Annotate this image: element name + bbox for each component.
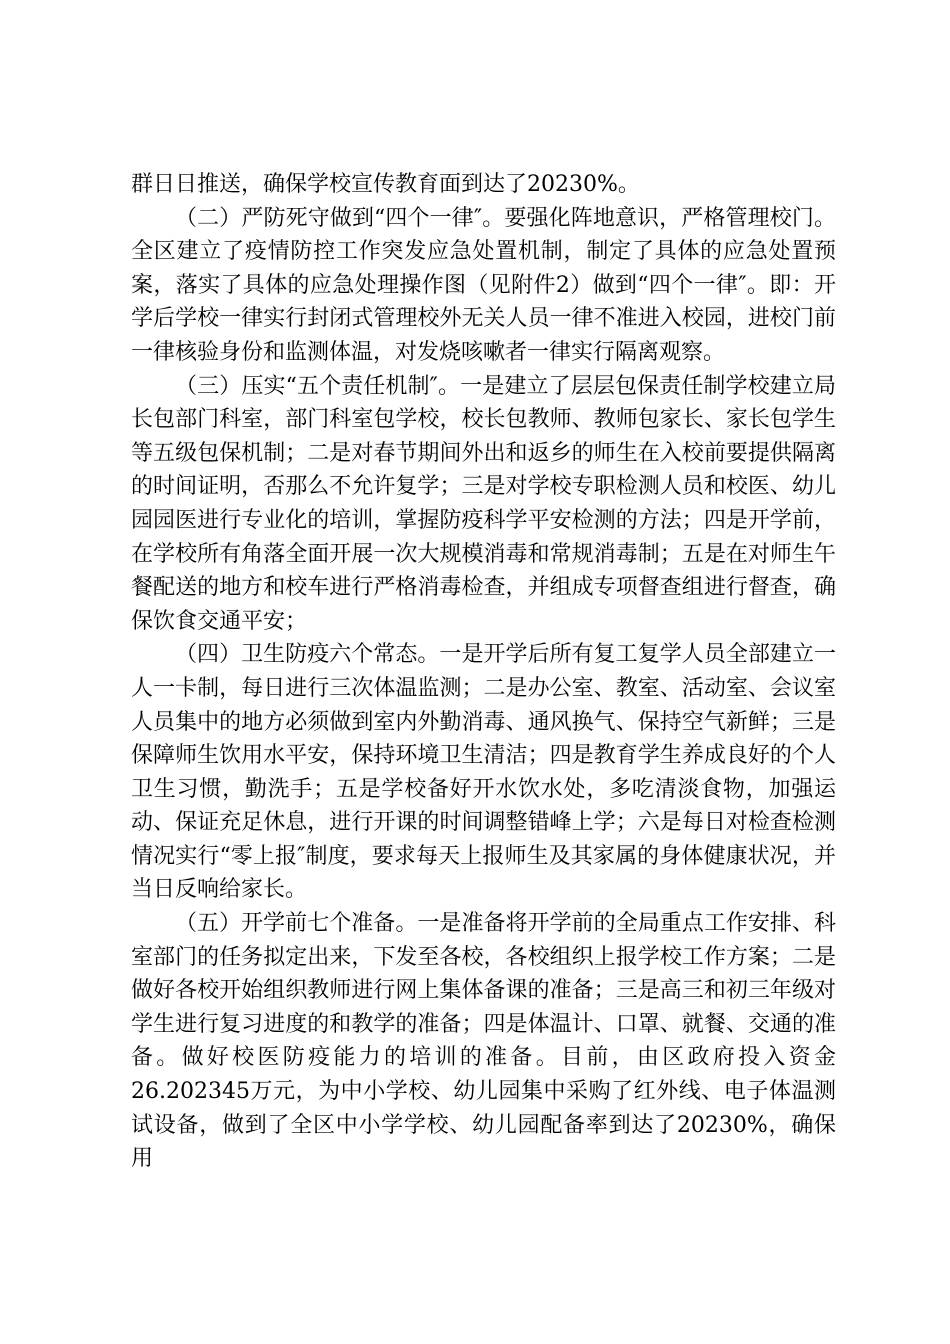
paragraph-continuation: 群日日推送，确保学校宣传教育面到达了20230%。: [131, 172, 640, 197]
paragraph-seven-preparations: （五）开学前七个准备。一是准备将开学前的全局重点工作安排、科室部门的任务拟定出来，下发至各校，各校组织上报学校工作方案；二是做好各校开始组织教师进行网上集体备课的准备；三是高三和初三年级对学生进行复习进度的和教学的准备；四是体温计、口罩、就餐、交通的准备。做好校医防疫能力的培训的准备。目前，由区政府投入资金26.202345万元，为中小学校、幼儿园集中采购了红外线、电子体温测试设备，做到了全区中小学学校、幼儿园配备率到达了20230%，确保用: [131, 911, 836, 1172]
paragraph-four-rules: （二）严防死守做到“四个一律″。要强化阵地意识，严格管理校门。全区建立了疫情防控工作突发应急处置机制，制定了具体的应急处置预案，落实了具体的应急处理操作图（见附件2）做到“四个一律″。即：开学后学校一律实行封闭式管理校外无关人员一律不准进入校园，进校门前一律核验身份和监测体温，对发烧咳嗽者一律实行隔离观察。: [131, 205, 836, 365]
document-body: [131, 168, 836, 1176]
paragraph-six-normals: （四）卫生防疫六个常态。一是开学后所有复工复学人员全部建立一人一卡制，每日进行三次体温监测；二是办公室、教室、活动室、会议室人员集中的地方必须做到室内外勤消毒、通风换气、保持空气新鲜；三是保障师生饮用水平安，保持环境卫生清洁；四是教育学生养成良好的个人卫生习惯，勤洗手；五是学校备好开水饮水处，多吃清淡食物，加强运动、保证充足休息，进行开课的时间调整错峰上学；六是每日对检查检测情况实行“零上报″制度，要求每天上报师生及其家属的身体健康状况，并当日反响给家长。: [131, 642, 836, 903]
paragraph-five-mechanisms: （三）压实“五个责任机制″。一是建立了层层包保责任制学校建立局长包部门科室，部门科室包学校，校长包教师、教师包家长、家长包学生等五级包保机制；二是对春节期间外出和返乡的师生在入校前要提供隔离的时间证明，否那么不允许复学；三是对学校专职检测人员和校医、幼儿园园医进行专业化的培训，掌握防疫科学平安检测的方法；四是开学前，在学校所有角落全面开展一次大规模消毒和常规消毒制；五是在对师生午餐配送的地方和校车进行严格消毒检查，并组成专项督查组进行督查，确保饮食交通平安；: [131, 373, 836, 634]
